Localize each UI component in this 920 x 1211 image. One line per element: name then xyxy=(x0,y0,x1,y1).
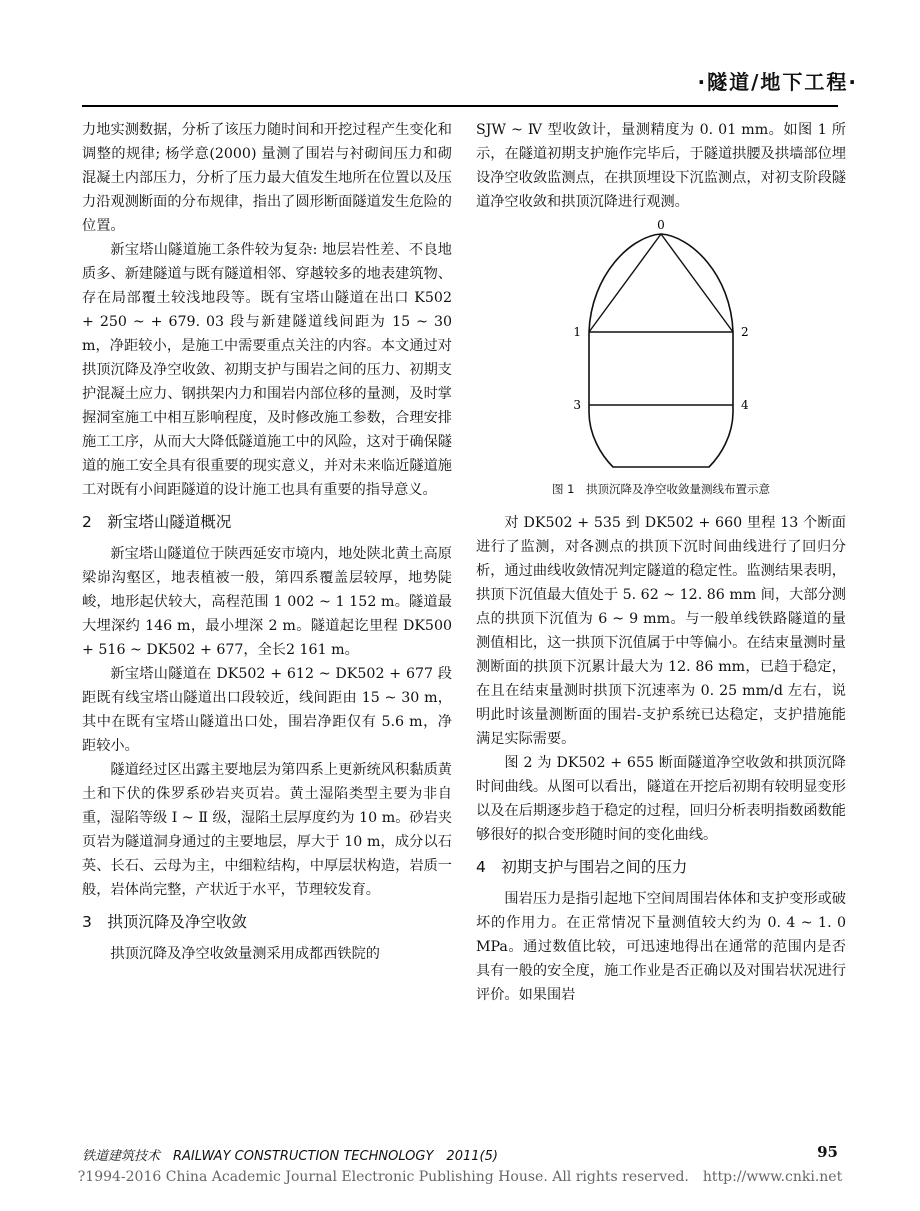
paragraph: 对 DK502 + 535 到 DK502 + 660 里程 13 个断面进行了监测，对各测点的拱顶下沉时间曲线进行了回归分析，通过曲线收敛情况判定隧道的稳定性。监测结果表明，拱顶下沉值最大值处于 5. 62 ~ 12. 86 mm 间，大部分测点的拱顶下沉值为 6 ~ 9 mm。与一般单线铁路隧道的量测值相比，这一拱顶下沉值属于中等偏小。在结束量测时量测断面的拱顶下沉累计最大为 12. 86 mm，已趋于稳定，在且在结束量测时拱顶下沉速率为 0. 25 mm/d 左右，说明此时该量测断面的围岩-支护系统已达稳定，支护措施能满足实际需要。 xyxy=(476,515,846,747)
left-column xyxy=(82,118,452,966)
point-label-1: 1 xyxy=(573,325,581,339)
paragraph: 拱顶沉降及净空收敛量测采用成都西铁院的 xyxy=(110,946,380,962)
line-0-2 xyxy=(661,234,733,332)
copyright-line: ?1994-2016 China Academic Journal Electronic Publishing House. All rights reserved. http://www.cnki.net xyxy=(77,1169,843,1185)
line-0-1 xyxy=(589,234,661,332)
page-number: 95 xyxy=(817,1143,838,1161)
section-heading-4: 4 初期支护与围岩之间的压力 xyxy=(476,858,688,876)
point-label-2: 2 xyxy=(741,325,749,339)
figure-1 xyxy=(476,220,846,501)
section-header: ·隧道/地下工程· xyxy=(697,70,858,94)
paragraph: 围岩压力是指引起地下空间周围岩体体和支护变形或破坏的作用力。在正常情况下量测值较大约为 0. 4 ~ 1. 0 MPa。通过数值比较，可迅速地得出在通常的范围内是否具有一般的安全度，施工作业是否正确以及对围岩状况进行评价。如果围岩 xyxy=(476,891,846,1003)
header-rule xyxy=(82,105,838,107)
tunnel-outline xyxy=(589,234,733,467)
paragraph: 新宝塔山隧道在 DK502 + 612 ~ DK502 + 677 段距既有线宝塔山隧道出口段较近，线间距由 15 ~ 30 m，其中在既有宝塔山隧道出口处，围岩净距仅有 5.6 m，净距较小。 xyxy=(82,666,452,754)
paragraph: 新宝塔山隧道施工条件较为复杂: 地层岩性差、不良地质多、新建隧道与既有隧道相邻、穿越较多的地表建筑物、存在局部覆土较浅地段等。既有宝塔山隧道在出口 K502 + 250 ~ + 679. 03 段与新建隧道线间距为 15 ~ 30 m，净距较小，是施工中需要重点关注的内容。本文通过对拱顶沉降及净空收敛、初期支护与围岩之间的压力、初期支护混凝土应力、钢拱架内力和围岩内部位移的量测，及时掌握洞室施工中相互影响程度，及时修改施工参数，合理安排施工工序，从而大大降低隧道施工中的风险，这对于确保隧道的施工安全具有很重要的现实意义，并对未来临近隧道施工对既有小间距隧道的设计施工也具有重要的指导意义。 xyxy=(82,242,452,498)
paragraph: 力地实测数据，分析了该压力随时间和开挖过程产生变化和调整的规律; 杨学意(2000) 量测了围岩与衬砌间压力和砌混凝土内部压力，分析了压力最大值发生地所在位置以及压力沿观测断面的分布规律，指出了圆形断面隧道发生危险的位置。 xyxy=(82,122,452,234)
paragraph: 新宝塔山隧道位于陕西延安市境内，地处陕北黄土高原梁峁沟壑区，地表植被一般，第四系覆盖层较厚，地势陡峻，地形起伏较大，高程范围 1 002 ~ 1 152 m。隧道最大埋深约 146 m，最小埋深 2 m。隧道起讫里程 DK500 + 516 ~ DK502 + 677，全长2 161 m。 xyxy=(82,546,452,658)
paragraph: 图 2 为 DK502 + 655 断面隧道净空收敛和拱顶沉降时间曲线。从图可以看出，隧道在开挖后初期有较明显变形以及在后期逐步趋于稳定的过程，回归分析表明指数函数能够很好的拟合变形随时间的变化曲线。 xyxy=(476,755,846,843)
right-column xyxy=(476,118,846,1007)
section-heading-3: 3 拱顶沉降及净空收敛 xyxy=(82,913,247,931)
section-heading-2: 2 新宝塔山隧道概况 xyxy=(82,513,232,531)
point-label-4: 4 xyxy=(741,398,749,412)
point-label-0: 0 xyxy=(657,220,665,232)
tunnel-measurement-diagram xyxy=(561,220,761,475)
point-label-3: 3 xyxy=(573,398,581,412)
journal-footer: 铁道建筑技术 RAILWAY CONSTRUCTION TECHNOLOGY 2011(5) xyxy=(82,1149,498,1164)
paragraph: SJW ~ Ⅳ 型收敛计，量测精度为 0. 01 mm。如图 1 所示，在隧道初期支护施作完毕后，于隧道拱腰及拱墙部位埋设净空收敛监测点，在拱顶埋设下沉监测点，对初支阶段隧道净空收敛和拱顶沉降进行观测。 xyxy=(476,122,846,210)
paragraph: 隧道经过区出露主要地层为第四系上更新统风积黏质黄土和下伏的侏罗系砂岩夹页岩。黄土湿陷类型主要为非自重，湿陷等级 Ⅰ ~ Ⅱ 级，湿陷土层厚度约为 10 m。砂岩夹页岩为隧道洞身通过的主要地层，厚大于 10 m，成分以石英、长石、云母为主，中细粒结构，中厚层状构造，岩质一般，岩体尚完整，产状近于水平，节理较发育。 xyxy=(82,762,452,898)
figure-caption: 图 1 拱顶沉降及净空收敛量测线布置示意 xyxy=(552,482,770,496)
